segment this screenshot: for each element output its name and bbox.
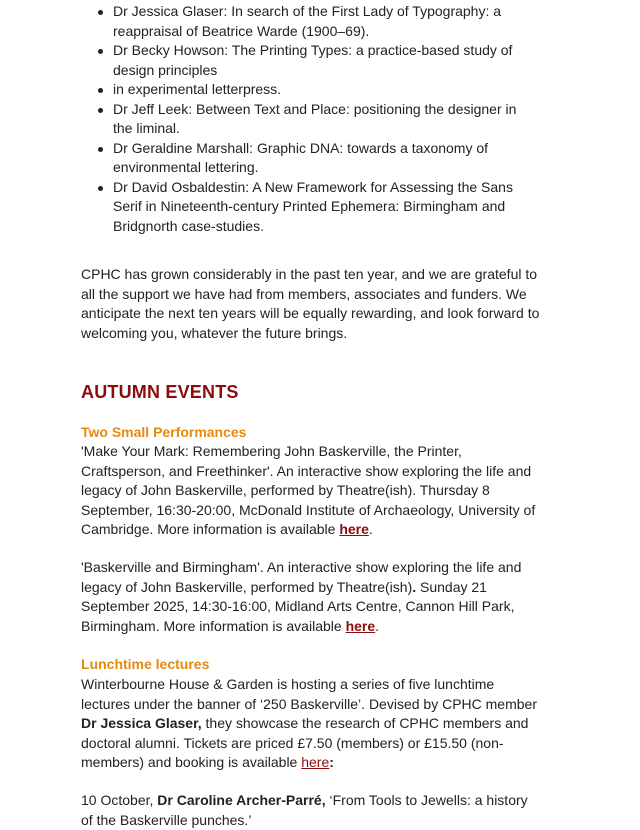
subheading-performances: Two Small Performances [81, 424, 247, 440]
doctoral-theses-list [96, 2, 536, 236]
list-item: Dr Becky Howson: The Printing Types: a practice-based study of design principles [96, 41, 536, 80]
closing-paragraph: CPHC has grown considerably in the past ten year, and we are grateful to all the support we have had from members, associates and funders. We anticipate the next ten years will be equally rewarding, and look forward to welcoming you, whatever the future brings. [81, 266, 540, 341]
intro-text: they showcase the research of CPHC members and doctoral alumni. Tickets are priced £7.50 (members) or £15.50 (non-members) and booking is available [81, 715, 529, 770]
event-paragraph-birmingham [81, 558, 543, 636]
subheading-lectures: Lunchtime lectures [81, 656, 210, 672]
event-text: Sunday 21 September 2025, 14:30-16:00, Midland Arts Centre, Cannon Hill Park, Birmingham. More information is available [81, 578, 515, 634]
lecture-date: 10 October, [81, 792, 158, 808]
section-heading-autumn-events: AUTUMN EVENTS [81, 382, 239, 402]
punctuation: . [368, 521, 373, 537]
intro-text: Winterbourne House & Garden is hosting a series of five lunchtime lectures under the banner of ‘250 Baskerville’. Devised by CPHC member [81, 676, 537, 712]
booking-link[interactable]: here [301, 754, 330, 770]
list-item: Dr Geraldine Marshall: Graphic DNA: towards a taxonomy of environmental lettering. [96, 139, 536, 178]
list-item: Dr Jessica Glaser: In search of the First Lady of Typography: a reappraisal of Beatrice Warde (1900–69). [96, 2, 536, 41]
punctuation: : [329, 754, 334, 770]
organiser-name: Dr Jessica Glaser, [81, 715, 202, 731]
lecture-title: ‘From Tools to Jewells: a history of the Baskerville punches.’ [81, 792, 528, 828]
punctuation: . [412, 578, 417, 595]
event-paragraph-cambridge [81, 442, 543, 540]
event-text: 'Baskerville and Birmingham'. An interactive show exploring the life and legacy of John Baskerville, performed by Theatre(ish) [81, 559, 522, 595]
lectures-intro-paragraph [81, 675, 543, 773]
list-item: Dr Jeff Leek: Between Text and Place: positioning the designer in the liminal. [96, 100, 536, 139]
more-info-link-cambridge[interactable]: here [339, 521, 369, 537]
lecture-item [81, 791, 543, 830]
list-item: in experimental letterpress. [96, 80, 536, 100]
lecture-speaker: Dr Caroline Archer-Parré, [157, 792, 326, 808]
more-info-link-birmingham[interactable]: here [345, 617, 376, 634]
punctuation: . [375, 617, 380, 634]
event-text: 'Make Your Mark: Remembering John Baskerville, the Printer, Craftsperson, and Freethinker'. An interactive show exploring the life and legacy of John Baskerville, performed by Theatre(ish). Thursday 8 September, 16:30-20:00, McDonald Institute of Archaeology, University of Cambridge. More information is available [81, 443, 536, 537]
list-item: Dr David Osbaldestin: A New Framework for Assessing the Sans Serif in Nineteenth-century Printed Ephemera: Birmingham and Bridgnorth case-studies. [96, 178, 536, 237]
